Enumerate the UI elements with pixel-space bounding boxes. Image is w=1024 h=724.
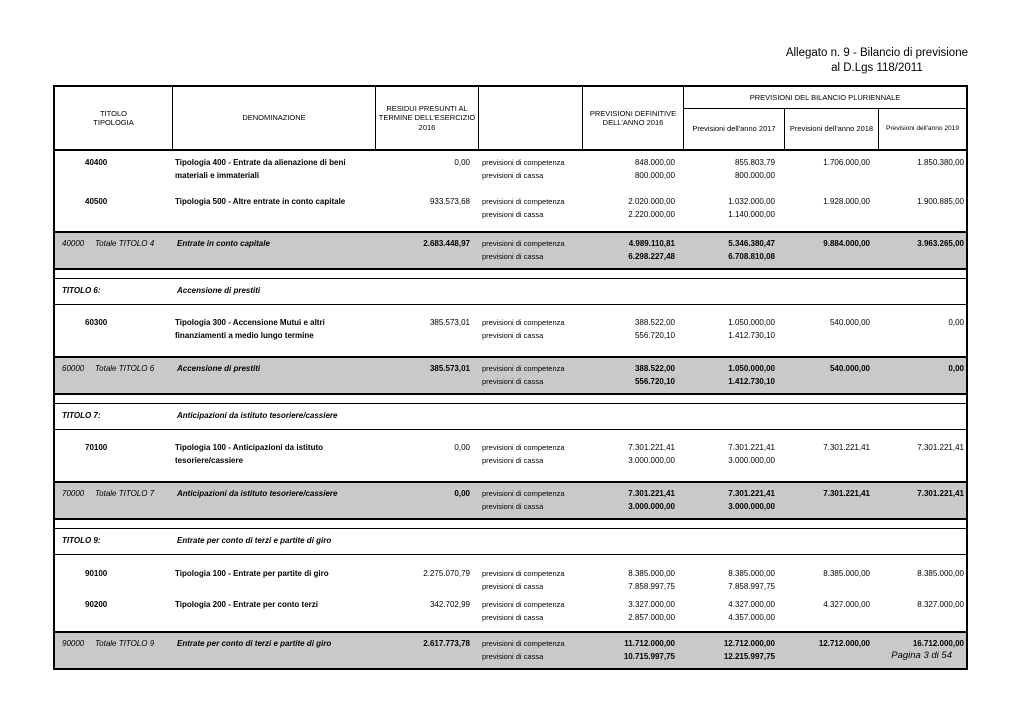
anno-2017-cassa: 12.215.997,75 (723, 652, 775, 661)
anno-2017-cell (683, 487, 783, 513)
total-row-heading (55, 362, 375, 388)
residui-value: 0,00 (454, 443, 470, 452)
def-cassa-value: 2.220.000,00 (628, 210, 675, 219)
tipologia-code: 60300 (85, 318, 108, 327)
tipologia-code: 40500 (85, 197, 108, 206)
previsioni-labels (478, 441, 582, 467)
previsioni-labels (478, 362, 582, 388)
section-titolo-code: TITOLO 9: (62, 536, 101, 545)
definitive-2016-cell (582, 156, 683, 182)
definitive-2016-cell (582, 441, 683, 467)
tipologia-name: Tipologia 500 - Altre entrate in conto capitale (175, 197, 346, 206)
def-competenza-value: 388.522,00 (634, 318, 675, 327)
col-header-denominazione: DENOMINAZIONE (172, 87, 375, 149)
anno-2017-cell (683, 441, 783, 467)
anno-2019-competenza: 1.900.885,00 (917, 197, 964, 206)
residui-cell (375, 441, 478, 467)
anno-2018-competenza: 540.000,00 (829, 364, 870, 373)
label-competenza: previsioni di competenza (482, 569, 565, 578)
page-indicator: Pagina 3 di 54 (891, 650, 952, 661)
residui-cell (375, 195, 478, 221)
anno-2019-competenza: 3.963.265,00 (917, 239, 964, 248)
label-cassa: previsioni di cassa (482, 613, 544, 622)
anno-2019-cell (877, 156, 966, 182)
tipologia-name: Tipologia 100 - Anticipazioni da istituto tesoriere/cassiere (175, 443, 324, 465)
label-cassa: previsioni di cassa (482, 331, 544, 340)
anno-2019-competenza: 7.301.221,41 (917, 443, 964, 452)
def-competenza-value: 11.712.000,00 (624, 639, 675, 648)
def-cassa-value: 556.720,10 (634, 377, 675, 386)
residui-value: 0,00 (454, 489, 470, 498)
anno-2018-cell (783, 195, 877, 221)
anno-2017-cassa: 1.412.730,10 (728, 377, 775, 386)
previsioni-labels (478, 637, 582, 663)
def-cassa-value: 3.000.000,00 (628, 456, 675, 465)
anno-2019-cell (877, 362, 966, 388)
tipologia-name: Tipologia 300 - Accensione Mutui e altri finanziamenti a medio lungo termine (175, 318, 325, 340)
residui-value: 385.573,01 (429, 318, 470, 327)
total-row-titolo-7 (55, 481, 966, 520)
total-label: Totale TITOLO 9 (95, 639, 155, 648)
section-titolo-6-body (55, 305, 966, 356)
anno-2018-cell (783, 237, 877, 263)
section-spacer (55, 395, 966, 404)
anno-2019-competenza: 8.327.000,00 (917, 600, 964, 609)
def-competenza-value: 7.301.221,41 (628, 443, 675, 452)
anno-2019-cell (877, 316, 966, 342)
anno-2018-cell (783, 567, 877, 593)
total-code: 90000 (62, 639, 85, 648)
total-label: Totale TITOLO 6 (95, 364, 155, 373)
section-spacer (55, 270, 966, 279)
tipologia-name: Tipologia 100 - Entrate per partite di giro (175, 569, 329, 578)
document-title-line2: al D.Lgs 118/2011 (831, 61, 923, 74)
tipologia-code: 90100 (85, 569, 108, 578)
def-competenza-value: 2.020.000,00 (628, 197, 675, 206)
anno-2018-competenza: 9.884.000,00 (823, 239, 870, 248)
anno-2018-cell (783, 441, 877, 467)
residui-cell (375, 316, 478, 342)
anno-2019-cell (877, 237, 966, 263)
anno-2017-cassa: 4.357.000,00 (728, 613, 775, 622)
tipologia-name: Tipologia 200 - Entrate per conto terzi (175, 600, 318, 609)
table-row-90100 (55, 567, 966, 593)
previsioni-labels (478, 598, 582, 624)
residui-value: 2.617.773,78 (423, 639, 470, 648)
residui-value: 2.683.448,97 (423, 239, 470, 248)
previsioni-labels (478, 487, 582, 513)
anno-2017-competenza: 12.712.000,00 (723, 639, 775, 648)
anno-2018-cell (783, 156, 877, 182)
label-competenza: previsioni di competenza (482, 600, 565, 609)
residui-cell (375, 487, 478, 513)
section-titolo-name: Accensione di prestiti (177, 286, 261, 295)
total-row-heading (55, 237, 375, 263)
anno-2019-competenza: 0,00 (948, 364, 964, 373)
total-name: Anticipazioni da istituto tesoriere/cassiere (177, 489, 338, 498)
section-titolo-code: TITOLO 7: (62, 411, 101, 420)
table-row-70100 (55, 441, 966, 467)
section-titolo-4-body (55, 151, 966, 231)
previsioni-labels (478, 567, 582, 593)
anno-2019-cell (877, 441, 966, 467)
previsioni-labels (478, 237, 582, 263)
label-competenza: previsioni di competenza (482, 197, 565, 206)
col-header-anno-2019: Previsioni dell'anno 2019 (878, 109, 966, 149)
def-cassa-value: 6.298.227,48 (628, 252, 675, 261)
label-cassa: previsioni di cassa (482, 456, 544, 465)
anno-2018-competenza: 540.000,00 (829, 318, 870, 327)
col-group-pluriennale (683, 87, 966, 149)
total-label: Totale TITOLO 7 (95, 489, 155, 498)
label-competenza: previsioni di competenza (482, 158, 565, 167)
col-header-tipologia: TIPOLOGIA (93, 118, 134, 127)
budget-table (53, 85, 968, 670)
table-row-40500 (55, 195, 966, 221)
anno-2019-competenza: 7.301.221,41 (917, 489, 964, 498)
residui-value: 0,00 (454, 158, 470, 167)
anno-2017-competenza: 5.346.380,47 (728, 239, 775, 248)
label-competenza: previsioni di competenza (482, 489, 565, 498)
anno-2017-cell (683, 598, 783, 624)
definitive-2016-cell (582, 237, 683, 263)
anno-2017-cassa: 1.412.730,10 (728, 331, 775, 340)
anno-2018-cell (783, 487, 877, 513)
anno-2017-competenza: 855.803,79 (734, 158, 775, 167)
def-competenza-value: 848.000,00 (634, 158, 675, 167)
section-titolo-name: Entrate per conto di terzi e partite di giro (177, 536, 332, 545)
total-code: 40000 (62, 239, 85, 248)
document-title-line1: Allegato n. 9 - Bilancio di previsione (785, 47, 968, 59)
anno-2019-cell (877, 598, 966, 624)
residui-cell (375, 237, 478, 263)
residui-cell (375, 156, 478, 182)
anno-2017-cell (683, 195, 783, 221)
def-cassa-value: 7.858.997,75 (628, 582, 675, 591)
col-header-blank (478, 87, 582, 149)
tipologia-code: 90200 (85, 600, 108, 609)
document-title (786, 46, 968, 75)
col-header-titolo-tipologia (55, 87, 172, 149)
col-header-residui-presunti: RESIDUI PRESUNTI AL TERMINE DELL'ESERCIZIO 2016 (375, 87, 478, 149)
tipologia-code: 70100 (85, 443, 108, 452)
total-name: Accensione di prestiti (177, 364, 261, 373)
def-cassa-value: 2.857.000,00 (628, 613, 675, 622)
anno-2017-cassa: 3.000.000,00 (728, 502, 775, 511)
anno-2019-competenza: 0,00 (948, 318, 964, 327)
col-header-anno-2018: Previsioni dell'anno 2018 (784, 109, 878, 149)
total-label: Totale TITOLO 4 (95, 239, 155, 248)
table-row-60300 (55, 316, 966, 342)
label-cassa: previsioni di cassa (482, 502, 544, 511)
anno-2017-competenza: 4.327.000,00 (728, 600, 775, 609)
anno-2018-cell (783, 316, 877, 342)
def-competenza-value: 3.327.000,00 (628, 600, 675, 609)
total-row-heading (55, 637, 375, 663)
residui-value: 933.573,68 (429, 197, 470, 206)
previsioni-labels (478, 156, 582, 182)
section-header-titolo-7 (55, 404, 966, 430)
residui-cell (375, 637, 478, 663)
def-cassa-value: 10.715.997,75 (623, 652, 675, 661)
anno-2017-cell (683, 156, 783, 182)
definitive-2016-cell (582, 567, 683, 593)
section-titolo-7-body (55, 430, 966, 481)
total-code: 60000 (62, 364, 85, 373)
label-cassa: previsioni di cassa (482, 582, 544, 591)
section-header-titolo-9 (55, 529, 966, 555)
col-header-previsioni-definitive: PREVISIONI DEFINITIVE DELL'ANNO 2016 (582, 87, 683, 149)
definitive-2016-cell (582, 316, 683, 342)
def-cassa-value: 800.000,00 (634, 171, 675, 180)
definitive-2016-cell (582, 195, 683, 221)
def-competenza-value: 4.989.110,81 (628, 239, 675, 248)
total-code: 70000 (62, 489, 85, 498)
anno-2017-competenza: 8.385.000,00 (728, 569, 775, 578)
col-group-pluriennale-title: PREVISIONI DEL BILANCIO PLURIENNALE (684, 87, 966, 109)
definitive-2016-cell (582, 362, 683, 388)
anno-2019-cell (877, 487, 966, 513)
anno-2019-cell (877, 195, 966, 221)
col-group-pluriennale-years (684, 109, 966, 149)
table-row-90200 (55, 598, 966, 624)
label-cassa: previsioni di cassa (482, 377, 544, 386)
previsioni-labels (478, 195, 582, 221)
residui-value: 385.573,01 (429, 364, 470, 373)
label-cassa: previsioni di cassa (482, 252, 544, 261)
anno-2017-cassa: 7.858.997,75 (728, 582, 775, 591)
residui-cell (375, 598, 478, 624)
previsioni-labels (478, 316, 582, 342)
anno-2017-cassa: 1.140.000,00 (728, 210, 775, 219)
total-row-titolo-6 (55, 356, 966, 395)
section-titolo-code: TITOLO 6: (62, 286, 101, 295)
table-row-40400 (55, 156, 966, 182)
anno-2017-cell (683, 237, 783, 263)
anno-2017-cassa: 800.000,00 (734, 171, 775, 180)
anno-2018-competenza: 7.301.221,41 (823, 443, 870, 452)
total-name: Entrate per conto di terzi e partite di giro (177, 639, 332, 648)
residui-value: 342.702,99 (429, 600, 470, 609)
tipologia-name: Tipologia 400 - Entrate da alienazione di beni materiali e immateriali (175, 158, 346, 180)
total-name: Entrate in conto capitale (177, 239, 270, 248)
definitive-2016-cell (582, 487, 683, 513)
anno-2018-cell (783, 598, 877, 624)
anno-2017-cassa: 3.000.000,00 (728, 456, 775, 465)
anno-2018-competenza: 4.327.000,00 (823, 600, 870, 609)
section-header-titolo-6 (55, 279, 966, 305)
label-competenza: previsioni di competenza (482, 443, 565, 452)
col-header-titolo: TITOLO (100, 108, 127, 118)
total-row-titolo-4 (55, 231, 966, 270)
def-competenza-value: 388.522,00 (634, 364, 675, 373)
anno-2017-competenza: 1.032.000,00 (728, 197, 775, 206)
section-titolo-9-body (55, 555, 966, 631)
residui-value: 2.275.070,79 (423, 569, 470, 578)
anno-2018-competenza: 8.385.000,00 (823, 569, 870, 578)
anno-2019-competenza: 1.850.380,00 (917, 158, 964, 167)
anno-2019-cell (877, 567, 966, 593)
anno-2017-competenza: 1.050.000,00 (728, 318, 775, 327)
label-competenza: previsioni di competenza (482, 639, 565, 648)
anno-2018-cell (783, 362, 877, 388)
anno-2018-competenza: 1.706.000,00 (823, 158, 870, 167)
anno-2017-competenza: 1.050.000,00 (728, 364, 775, 373)
anno-2018-competenza: 12.712.000,00 (818, 639, 870, 648)
col-header-anno-2017: Previsioni dell'anno 2017 (692, 124, 776, 133)
anno-2017-cell (683, 316, 783, 342)
label-cassa: previsioni di cassa (482, 652, 544, 661)
def-cassa-value: 3.000.000,00 (628, 502, 675, 511)
residui-cell (375, 567, 478, 593)
anno-2017-cassa: 6.708.810,08 (728, 252, 775, 261)
residui-cell (375, 362, 478, 388)
section-titolo-name: Anticipazioni da istituto tesoriere/cassiere (177, 411, 338, 420)
anno-2017-cell (683, 567, 783, 593)
label-cassa: previsioni di cassa (482, 171, 544, 180)
anno-2018-competenza: 7.301.221,41 (823, 489, 870, 498)
def-competenza-value: 8.385.000,00 (628, 569, 675, 578)
label-cassa: previsioni di cassa (482, 210, 544, 219)
section-spacer (55, 520, 966, 529)
definitive-2016-cell (582, 637, 683, 663)
table-header-row (55, 87, 966, 151)
anno-2019-competenza: 8.385.000,00 (917, 569, 964, 578)
anno-2017-competenza: 7.301.221,41 (728, 489, 775, 498)
tipologia-code: 40400 (85, 158, 108, 167)
anno-2019-competenza: 16.712.000,00 (912, 639, 964, 648)
label-competenza: previsioni di competenza (482, 364, 565, 373)
anno-2017-cell (683, 362, 783, 388)
total-row-titolo-9 (55, 631, 966, 668)
definitive-2016-cell (582, 598, 683, 624)
def-cassa-value: 556.720,10 (634, 331, 675, 340)
def-competenza-value: 7.301.221,41 (628, 489, 675, 498)
total-row-heading (55, 487, 375, 513)
label-competenza: previsioni di competenza (482, 239, 565, 248)
anno-2018-competenza: 1.928.000,00 (823, 197, 870, 206)
anno-2018-cell (783, 637, 877, 663)
anno-2017-competenza: 7.301.221,41 (728, 443, 775, 452)
anno-2017-cell (683, 637, 783, 663)
label-competenza: previsioni di competenza (482, 318, 565, 327)
